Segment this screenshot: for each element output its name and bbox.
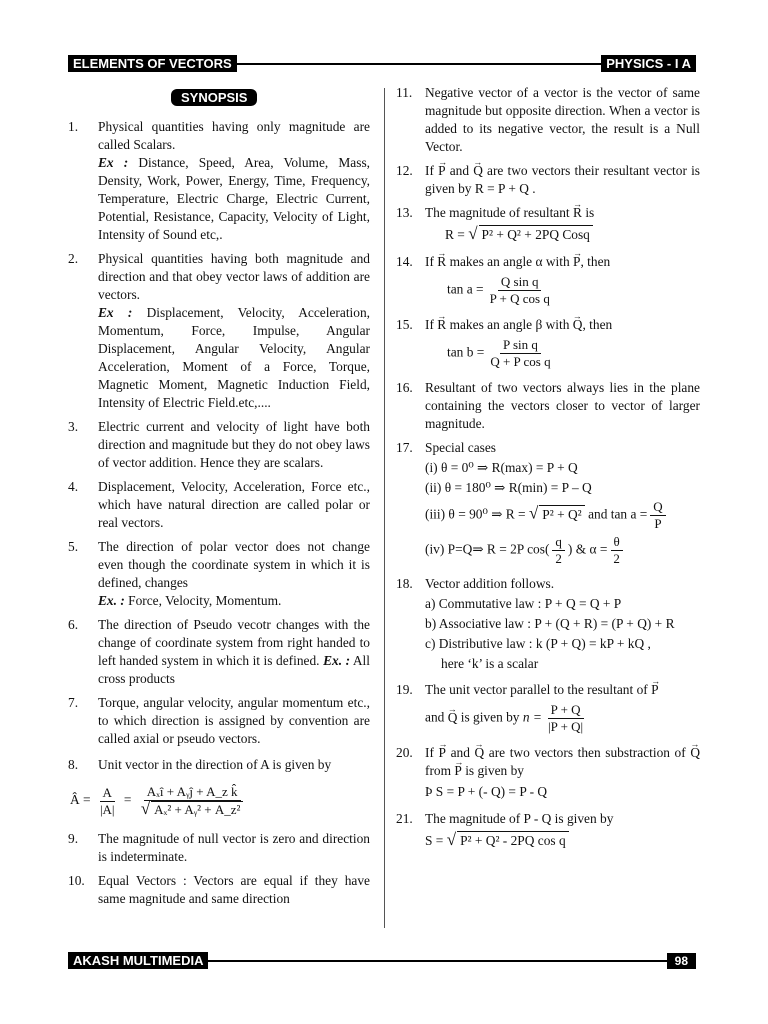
list-item: 5. The direction of polar vector does not change even though the coordinate system in which it is defined, changes Ex. : Force, Velocity, Momentum.	[68, 539, 370, 608]
list-item: 1. Physical quantities having only magnitude are called Scalars. Ex : Distance, Speed, Area, Volume, Mass, Density, Work, Power, Energy, Time, Frequency, Temperature, Electric Charge, Electric Current, Potential, Resistance, Capacity, Velocity of Light, Intensity of Sound etc,.	[68, 119, 370, 242]
list-item: 13. The magnitude of resultant → R is R = √ P² + Q² + 2PQ Cosq	[396, 204, 700, 247]
list-item: 3. Electric current and velocity of light have both direction and magnitude but they do not obey laws of vector addition. Hence they are scalars.	[68, 419, 370, 470]
list-item: 20. If → P and → Q are two vectors then substraction of → Q from → P is given by Þ S = P + (- Q) = P - Q	[396, 744, 700, 804]
list-item: 6. The direction of Pseudo vecotr changes with the change of coordinate system from right handed to left handed system in which it is defined. Ex. : All cross products	[68, 617, 371, 686]
list-item: 10. Equal Vectors : Vectors are equal if they have same magnitude and same direction	[68, 873, 370, 906]
list-item: 14. If → R makes an angle α with → P, then tan a = $\frac{\text{Q sin q}}{\text{P + Q cos q}}$	[396, 253, 700, 310]
list-item: 21. The magnitude of P - Q is given by S = √ P² + Q² - 2PQ cos q	[396, 811, 614, 849]
left-column	[68, 118, 370, 914]
list-item: 11. Negative vector of a vector is the vector of same magnitude but opposite direction. When a vector is added to its negative vector, the result is a Null Vector.	[396, 85, 700, 154]
synopsis-label: SYNOPSIS	[171, 89, 257, 106]
list-item: 7. Torque, angular velocity, angular momentum etc., to which direction is assigned by convention are called axial or pseudo vectors.	[68, 695, 370, 746]
page-number: 98	[667, 953, 696, 969]
list-item: 15. If → R makes an angle β with → Q, then tan b = $\frac{\text{P sin q}}{\text{Q + P cos q}}$	[396, 316, 700, 373]
list-item: 16. Resultant of two vectors always lies in the plane containing the vectors closer to vector of larger magnitude.	[396, 380, 700, 431]
right-column	[396, 84, 700, 859]
list-item: 2. Physical quantities having both magnitude and direction and that obey vector laws of addition are vectors. Ex : Displacement, Velocity, Acceleration, Momentum, Force, Impulse, Angular Displacement, Angular Velocity, Angular Acceleration, Moment of a Force, Torque, Magnetic Moment, Magnetic Induction Field, Intensity of Electric Field.etc,....	[68, 251, 370, 410]
list-item: 8. Unit vector in the direction of A is given by Â = $\frac{A}{|A|}$ = $\frac{\text{Aₓî + Aᵧĵ + A\_z k̂}}{\text{√ Aₓ² + Aᵧ² + A\_z²}}$	[68, 756, 370, 824]
list-item: 12. If → P and → Q are two vectors their resultant vector is given by R = P + Q .	[396, 162, 700, 198]
list-item: 18. Vector addition follows. a) Commutative law : P + Q = Q + P b) Associative law : P + (Q + R) = (P + Q) + R c) Distributive law : k (P + Q) = kP + kQ , here ‘k’ is a scalar	[396, 576, 675, 671]
list-item: 9. The magnitude of null vector is zero and direction is indeterminate.	[68, 831, 370, 864]
list-item: 17. Special cases (i) θ = 0⁰ ⇒ R(max) = P + Q (ii) θ = 180⁰ ⇒ R(min) = P – Q (iii) θ = 90⁰ ⇒ R = √ P² + Q² and tan a = $\frac{Q}{P}$ (iv) P=Q⇒ R = 2P cos( $\frac{q}{2}$ ) & α = $\frac{\theta}{2}$	[396, 439, 700, 569]
header-title-left: ELEMENTS OF VECTORS	[68, 55, 237, 72]
header-title-right: PHYSICS - I A	[601, 55, 696, 72]
column-divider	[384, 88, 385, 928]
list-item: 19. The unit vector parallel to the resultant of → P and → Q is given by n = $\frac{P + Q}{|P + Q|}$	[396, 681, 700, 738]
footer-publisher: AKASH MULTIMEDIA	[68, 952, 208, 969]
list-item: 4. Displacement, Velocity, Acceleration, Force etc., which have natural direction are called polar or real vectors.	[68, 479, 370, 530]
unit-vector-equation: Â = $\frac{A}{|A|}$ = $\frac{\text{Aₓî + Aᵧĵ + A\_z k̂}}{\text{√ Aₓ² + Aᵧ² + A\_z²}}$	[70, 784, 370, 818]
